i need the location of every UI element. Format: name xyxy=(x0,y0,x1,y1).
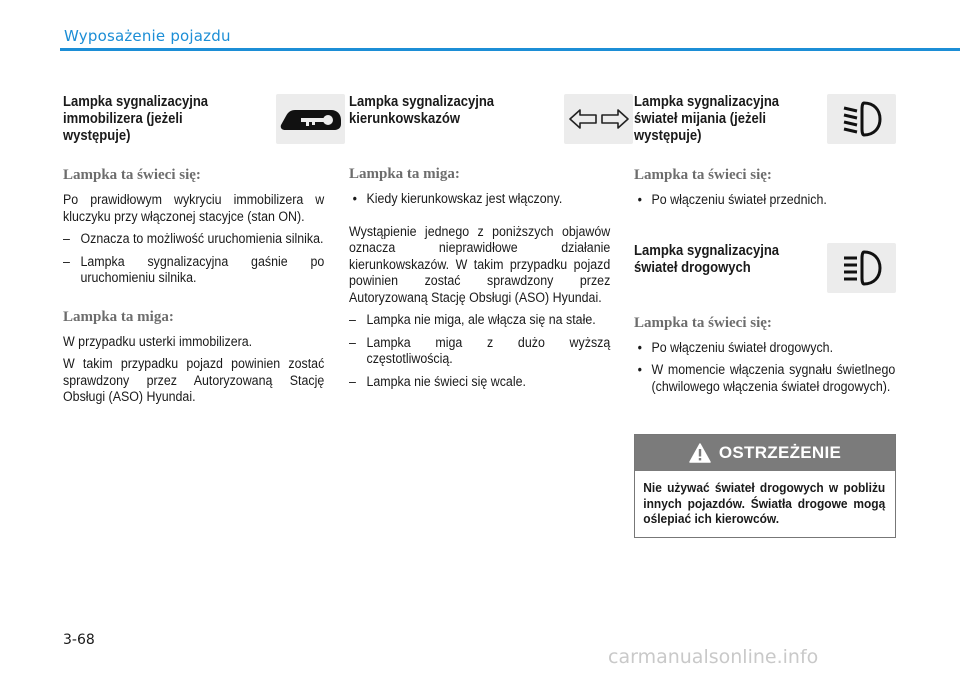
high-beam-heading: Lampka sygnalizacyjna świateł drogowych xyxy=(634,242,780,276)
immobilizer-para-3: W takim przypadku pojazd powinien zostać sprawdzony przez Autoryzowaną Stację Obsługi (ASO) Hyundai. xyxy=(63,356,325,404)
immobilizer-dash-1: – Oznacza to możliwość uruchomienia silnika. xyxy=(63,231,324,248)
turn-signal-sub-blink: Lampka ta miga: xyxy=(349,166,460,182)
high-beam-bullet-1: • Po włączeniu świateł drogowych. xyxy=(634,340,895,357)
watermark: carmanualsonline.info xyxy=(608,646,819,668)
turn-signal-dash-2: – Lampka miga z dużo wyższą częstotliwością. xyxy=(349,335,610,368)
page-number: 3-68 xyxy=(63,632,95,648)
low-beam-icon xyxy=(840,99,884,139)
warning-box xyxy=(634,434,896,538)
immobilizer-dash-2: – Lampka sygnalizacyjna gaśnie po uruchomieniu silnika. xyxy=(63,254,324,287)
turn-signal-heading: Lampka sygnalizacyjna kierunkowskazów xyxy=(349,94,495,127)
immobilizer-sub-on: Lampka ta świeci się: xyxy=(63,167,201,183)
section-title: Wyposażenie pojazdu xyxy=(64,27,231,45)
high-beam-icon-box xyxy=(827,243,896,293)
immobilizer-para-1: Po prawidłowym wykryciu immobilizera w kluczyku przy włączonej stacyjce (stan ON). xyxy=(63,192,325,224)
immobilizer-sub-blink: Lampka ta miga: xyxy=(63,308,174,325)
column-beams xyxy=(634,94,896,401)
turn-signal-dash-3: – Lampka nie świeci się wcale. xyxy=(349,374,610,391)
warning-header xyxy=(635,435,895,471)
high-beam-icon xyxy=(840,248,884,288)
column-turn-signal xyxy=(349,94,611,396)
warning-triangle-icon xyxy=(689,443,711,463)
turn-signal-dash-1: – Lampka nie miga, ale włącza się na stałe. xyxy=(349,312,610,329)
warning-text: Nie używać świateł drogowych w pobliżu innych pojazdów. Światła drogowe mogą oślepiać ich kierowców. xyxy=(643,480,886,526)
immobilizer-icon-box xyxy=(276,94,345,144)
high-beam-bullet-2: • W momencie włączenia sygnału świetlnego (chwilowego włączenia świateł drogowych). xyxy=(634,362,895,395)
immobilizer-para-2: W przypadku usterki immobilizera. xyxy=(63,333,253,349)
turn-signal-para-1: Wystąpienie jednego z poniższych objawów oznacza nieprawidłowe działanie kierunkowskazów. W takim przypadku pojazd powinien zostać sprawdzony przez Autoryzowaną Stację Obsługi (ASO) Hyundai. xyxy=(349,223,611,305)
warning-title: OSTRZEŻENIE xyxy=(718,443,842,462)
low-beam-bullet-1: • Po włączeniu świateł przednich. xyxy=(634,192,895,209)
turn-signal-bullet-1: • Kiedy kierunkowskaz jest włączony. xyxy=(349,191,610,208)
header-rule xyxy=(60,48,960,51)
low-beam-sub-on: Lampka ta świeci się: xyxy=(634,167,772,183)
immobilizer-key-icon xyxy=(279,104,343,134)
low-beam-heading: Lampka sygnalizacyjna świateł mijania (jeżeli występuje) xyxy=(634,94,780,144)
turn-signal-arrows-icon xyxy=(567,106,631,132)
immobilizer-heading: Lampka sygnalizacyjna immobilizera (jeżeli występuje) xyxy=(63,94,209,144)
high-beam-sub-on: Lampka ta świeci się: xyxy=(634,314,772,331)
column-immobilizer xyxy=(63,94,325,412)
turn-signal-icon-box xyxy=(564,94,633,144)
low-beam-icon-box xyxy=(827,94,896,144)
